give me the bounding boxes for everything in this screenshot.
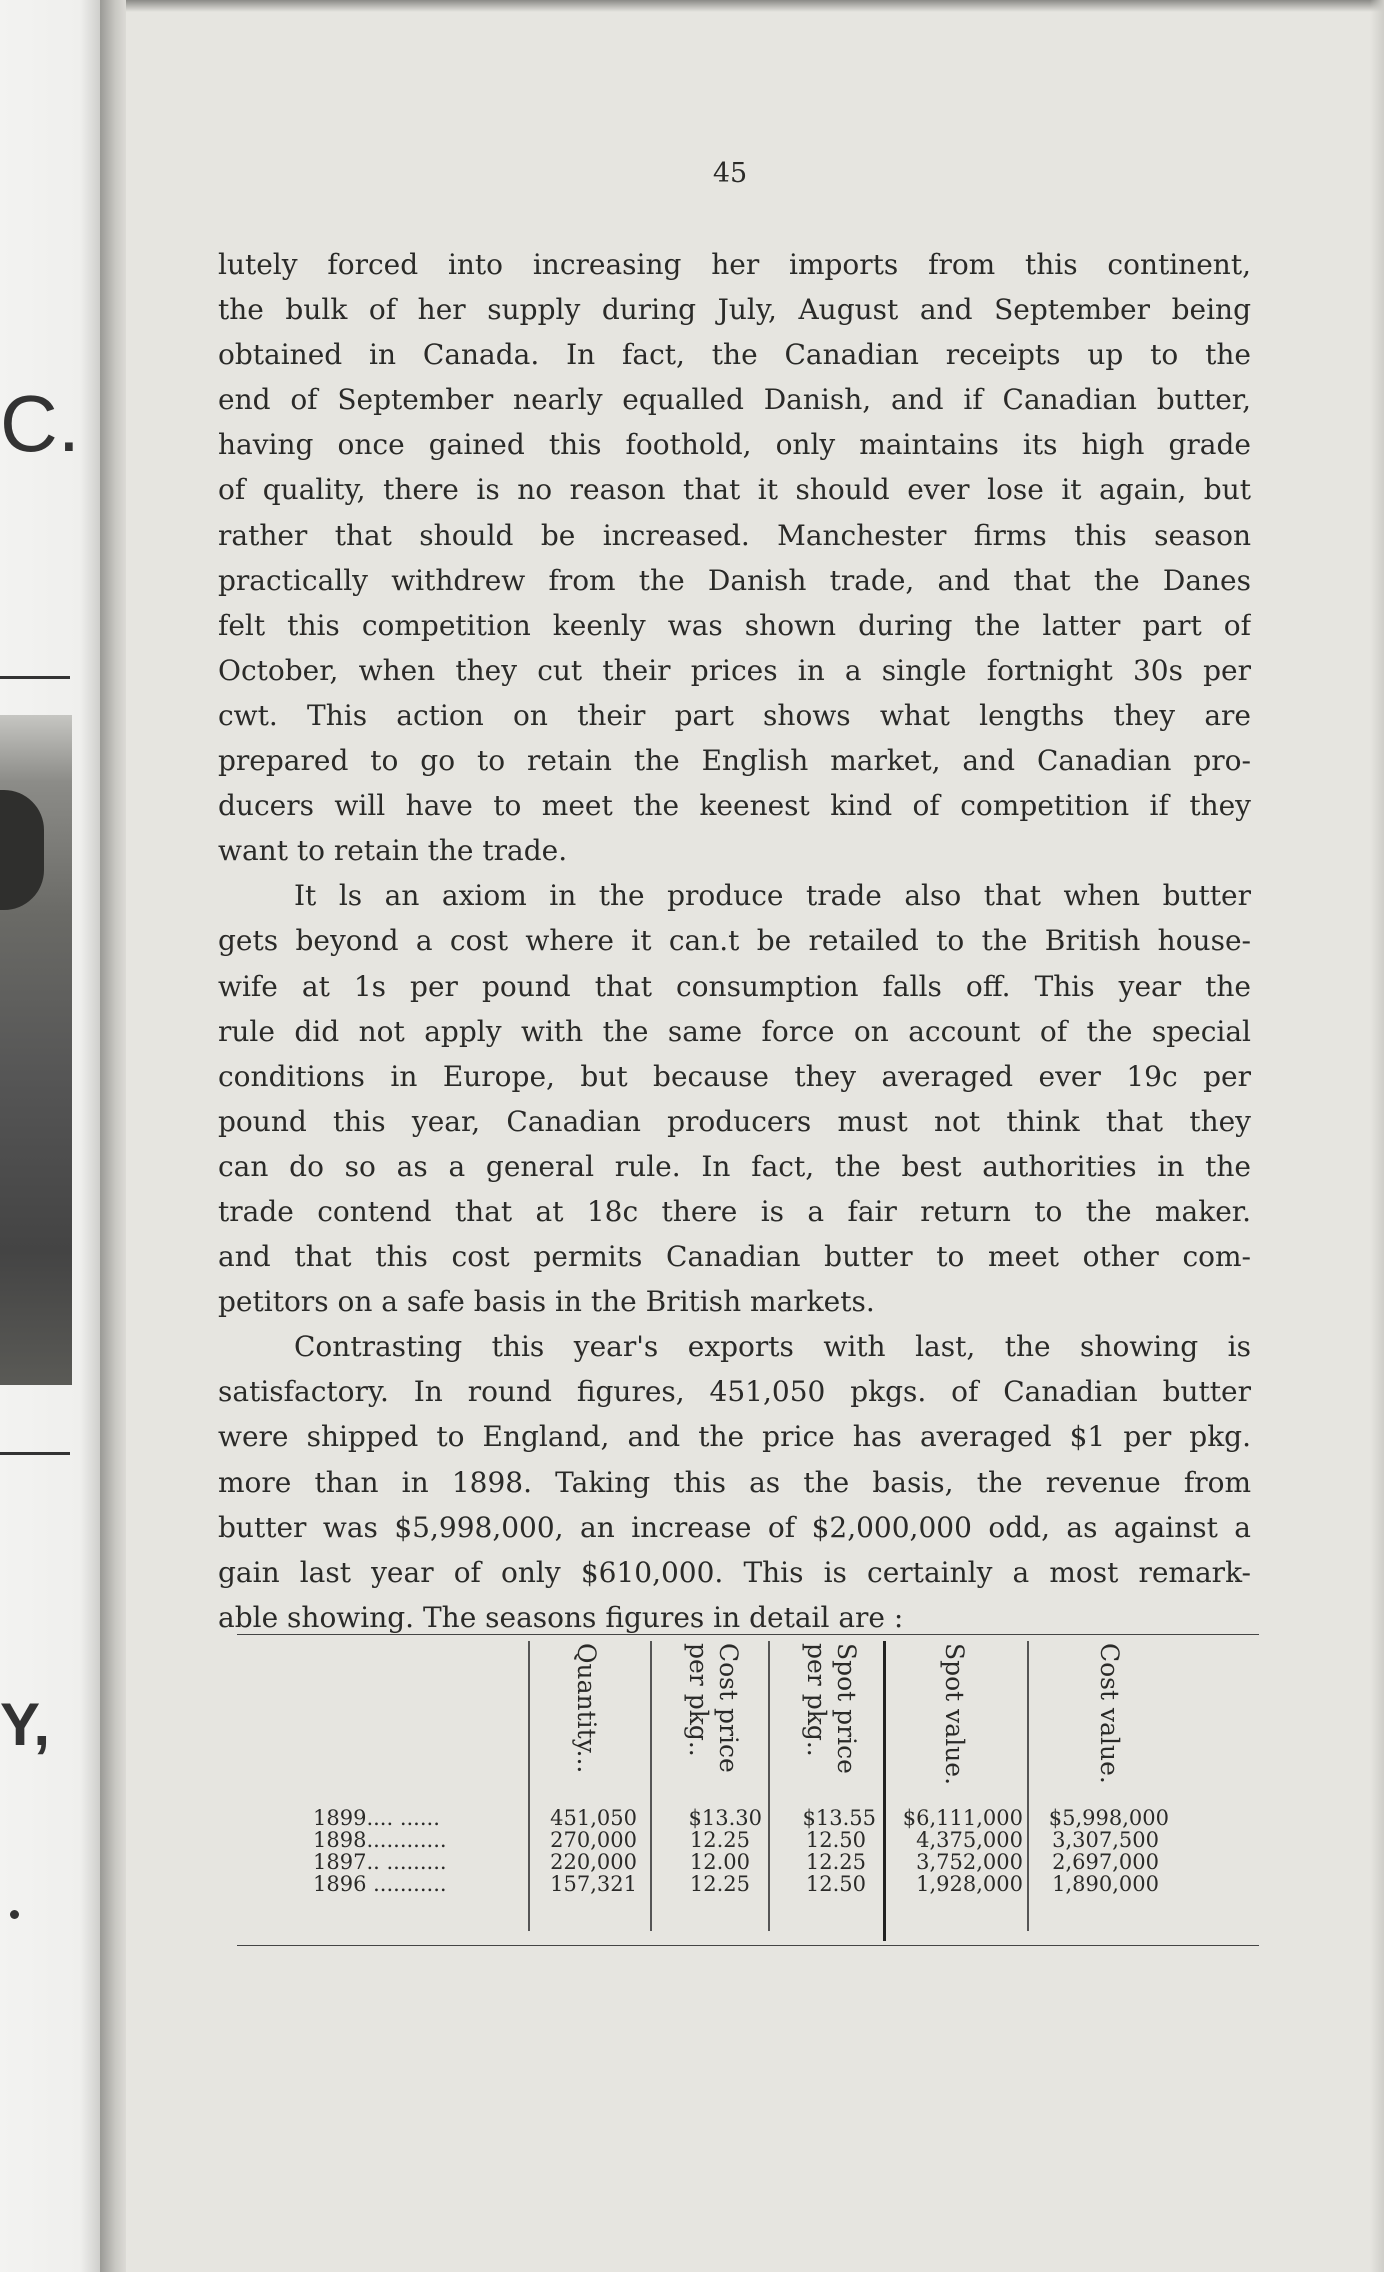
- page-number: 45: [712, 158, 748, 189]
- row-cost-value: 1,890,000: [1052, 1872, 1159, 1896]
- text-line: lutely forced into increasing her imports from this continent,: [218, 248, 1251, 281]
- row-quantity: 157,321: [550, 1872, 637, 1896]
- facing-page-letter-fragment: Y,: [0, 1691, 51, 1758]
- text-line: felt this competition keenly was shown during the latter part of: [218, 608, 1251, 642]
- text-line: end of September nearly equalled Danish, and if Canadian butter,: [218, 383, 1251, 417]
- book-gutter: [100, 0, 126, 2272]
- text-line: rather that should be increased. Manchester firms this season: [218, 518, 1251, 552]
- text-line: petitors on a safe basis in the British markets.: [218, 1285, 875, 1319]
- row-year: 1899.... ......: [313, 1806, 440, 1830]
- row-spot-value: 4,375,000: [916, 1828, 1023, 1852]
- text-line: prepared to go to retain the English market, and Canadian pro-: [218, 744, 1251, 778]
- text-line: trade contend that at 18c there is a fair return to the maker.: [218, 1194, 1251, 1228]
- text-line: obtained in Canada. In fact, the Canadian receipts up to the: [218, 338, 1251, 372]
- table-header-quantity: Quantity...: [572, 1643, 601, 1774]
- row-cost-value: $5,998,000: [1048, 1806, 1169, 1830]
- table-header-cost-price: Cost price per pkg..: [684, 1643, 743, 1773]
- text-line: the bulk of her supply during July, August and September being: [218, 293, 1251, 327]
- scan-right-edge: [1370, 0, 1384, 2272]
- text-line: gain last year of only $610,000. This is certainly a most remark-: [218, 1555, 1251, 1589]
- row-spot-value: 1,928,000: [916, 1872, 1023, 1896]
- table-row: [237, 1829, 1259, 1851]
- row-spot-price: $13.55: [802, 1806, 876, 1830]
- text-line: Contrasting this year's exports with last, the showing is: [294, 1330, 1251, 1364]
- table-row: [237, 1807, 1259, 1829]
- text-line: conditions in Europe, but because they averaged ever 19c per: [218, 1059, 1251, 1093]
- text-line: October, when they cut their prices in a single fortnight 30s per: [218, 653, 1251, 687]
- text-line: wife at 1s per pound that consumption falls off. This year the: [218, 969, 1251, 1003]
- text-line: cwt. This action on their part shows what lengths they are: [218, 698, 1251, 732]
- row-spot-value: 3,752,000: [916, 1850, 1023, 1874]
- text-line: can do so as a general rule. In fact, the best authorities in the: [218, 1149, 1251, 1183]
- table-column-divider: [883, 1641, 886, 1941]
- row-cost-price: 12.00: [689, 1850, 750, 1874]
- facing-page-rule: [0, 1452, 70, 1455]
- text-line: satisfactory. In round figures, 451,050 pkgs. of Canadian butter: [218, 1375, 1251, 1409]
- row-year: 1896 ...........: [313, 1872, 447, 1896]
- facing-page-strip: [0, 0, 100, 2272]
- row-spot-price: 12.50: [805, 1872, 866, 1896]
- text-line: having once gained this foothold, only maintains its high grade: [218, 428, 1251, 462]
- row-quantity: 220,000: [550, 1850, 637, 1874]
- text-line: butter was $5,998,000, an increase of $2,000,000 odd, as against a: [218, 1510, 1251, 1544]
- row-year: 1898............: [313, 1828, 447, 1852]
- row-spot-price: 12.25: [805, 1850, 866, 1874]
- text-line: pound this year, Canadian producers must not think that they: [218, 1104, 1251, 1138]
- text-line: were shipped to England, and the price has averaged $1 per pkg.: [218, 1420, 1251, 1454]
- row-year: 1897.. .........: [313, 1850, 447, 1874]
- scan-top-edge: [0, 0, 1384, 12]
- row-cost-value: 3,307,500: [1052, 1828, 1159, 1852]
- row-cost-price: 12.25: [689, 1828, 750, 1852]
- text-line: gets beyond a cost where it can.t be retailed to the British house-: [218, 924, 1251, 958]
- row-cost-value: 2,697,000: [1052, 1850, 1159, 1874]
- row-cost-price: $13.30: [688, 1806, 762, 1830]
- facing-page-rule: [0, 676, 70, 679]
- text-line: want to retain the trade.: [218, 834, 568, 868]
- text-line: and that this cost permits Canadian butter to meet other com-: [218, 1240, 1251, 1274]
- facing-page-photo-figure: [0, 790, 44, 910]
- table-row: [237, 1873, 1259, 1895]
- table-header-cost-value: Cost value.: [1095, 1643, 1124, 1784]
- row-quantity: 451,050: [550, 1806, 637, 1830]
- facing-page-letter-fragment: C.: [0, 379, 80, 468]
- body-text: [218, 242, 1251, 1640]
- row-quantity: 270,000: [550, 1828, 637, 1852]
- text-line: rule did not apply with the same force on account of the special: [218, 1014, 1251, 1048]
- table-row: [237, 1851, 1259, 1873]
- row-cost-price: 12.25: [689, 1872, 750, 1896]
- text-line: of quality, there is no reason that it should ever lose it again, but: [218, 473, 1251, 507]
- row-spot-value: $6,111,000: [902, 1806, 1023, 1830]
- table-header-spot-value: Spot value.: [940, 1643, 969, 1786]
- text-line: more than in 1898. Taking this as the basis, the revenue from: [218, 1465, 1251, 1499]
- butter-export-table: [237, 1634, 1259, 1946]
- text-line: It ls an axiom in the produce trade also that when butter: [294, 879, 1251, 913]
- text-line: practically withdrew from the Danish trade, and that the Danes: [218, 563, 1251, 597]
- facing-page-dot: [10, 1910, 19, 1919]
- text-line: ducers will have to meet the keenest kind of competition if they: [218, 789, 1251, 823]
- row-spot-price: 12.50: [805, 1828, 866, 1852]
- text-line: able showing. The seasons figures in detail are :: [218, 1600, 904, 1634]
- table-header-spot-price: Spot price per pkg..: [802, 1643, 861, 1774]
